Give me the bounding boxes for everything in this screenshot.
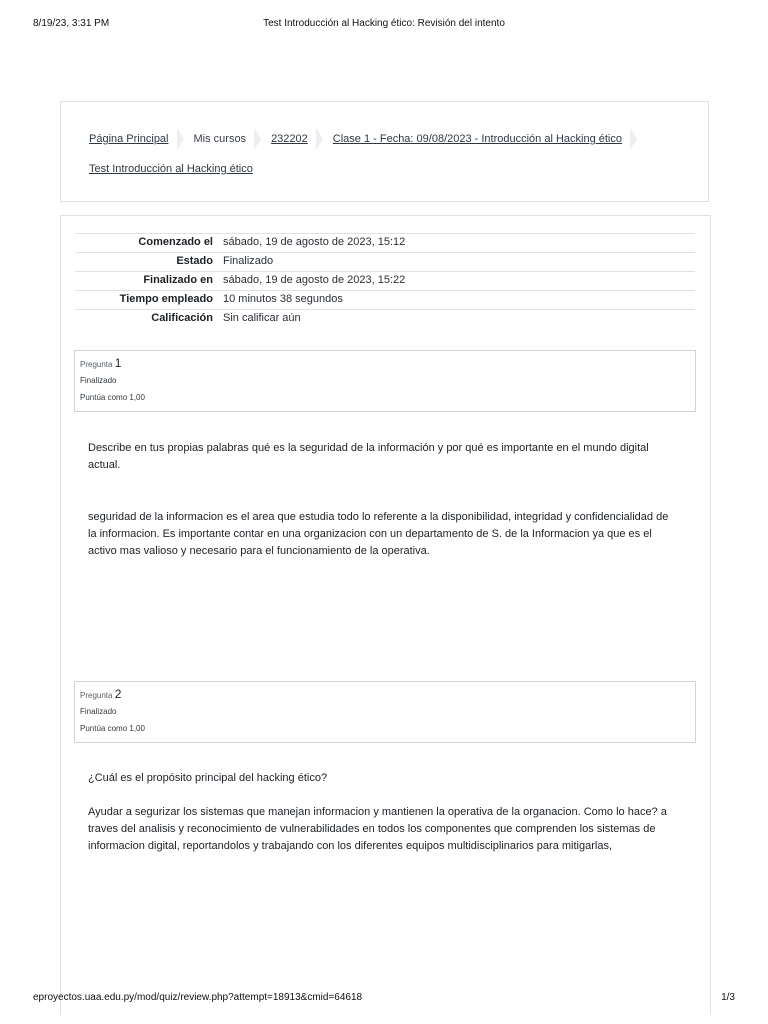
question-number [80, 687, 690, 701]
question-prompt: Describe en tus propias palabras qué es la seguridad de la información y por qué es importante en el mundo digital actual. [88, 442, 649, 471]
navigation-card [60, 101, 709, 202]
summary-value: sábado, 19 de agosto de 2023, 15:22 [223, 274, 406, 286]
summary-value: sábado, 19 de agosto de 2023, 15:12 [223, 236, 406, 248]
breadcrumb-section-link[interactable]: Clase 1 - Fecha: 09/08/2023 - Introducción al Hacking ético [332, 133, 622, 145]
summary-label: Comenzado el [138, 236, 213, 248]
summary-label: Finalizado en [143, 274, 213, 286]
chevron-right-icon [254, 128, 261, 150]
breadcrumb-home-link[interactable]: Página Principal [89, 133, 169, 145]
question-prompt: ¿Cuál es el propósito principal del hacking ético? [88, 772, 328, 784]
chevron-right-icon [177, 128, 184, 150]
summary-label: Tiempo empleado [119, 293, 213, 305]
breadcrumb-my-courses: Mis cursos [193, 133, 247, 145]
breadcrumb [89, 128, 689, 180]
print-footer [33, 992, 735, 1006]
summary-row [75, 310, 695, 329]
chevron-right-icon [630, 128, 637, 150]
summary-label: Calificación [151, 312, 213, 324]
summary-value: Finalizado [223, 255, 274, 267]
attempt-summary-table [75, 233, 695, 328]
question-number-value: 1 [114, 356, 122, 370]
question-prefix: Pregunta [80, 360, 113, 369]
summary-label: Estado [176, 255, 213, 267]
question-grade: Puntúa como 1,00 [80, 393, 145, 402]
question-answer: seguridad de la informacion es el area que estudia todo lo referente a la disponibilidad, integridad y confidencialidad de la informacion. Es importante contar en una organizacion con un departamento de S. de la Informacion ya que es el activo mas valioso y necesario para el funcionamiento de la operativa. [88, 511, 669, 557]
question-state: Finalizado [80, 707, 117, 716]
summary-row [75, 253, 695, 272]
question-info-box [74, 681, 696, 743]
question-state: Finalizado [80, 376, 117, 385]
quiz-review-card [60, 215, 711, 1015]
print-header [33, 18, 735, 32]
summary-row [75, 272, 695, 291]
print-title: Test Introducción al Hacking ético: Revisión del intento [263, 18, 505, 29]
print-url: eproyectos.uaa.edu.py/mod/quiz/review.php?attempt=18913&cmid=64618 [33, 992, 363, 1003]
question-number-value: 2 [114, 687, 122, 701]
chevron-right-icon [316, 128, 323, 150]
print-date: 8/19/23, 3:31 PM [33, 18, 110, 29]
breadcrumb-course-link[interactable]: 232202 [271, 133, 308, 145]
question-grade: Puntúa como 1,00 [80, 724, 145, 733]
summary-value: Sin calificar aún [223, 312, 301, 324]
question-info-box [74, 350, 696, 412]
summary-row [75, 234, 695, 253]
page-counter: 1/3 [721, 992, 735, 1003]
summary-value: 10 minutos 38 segundos [223, 293, 343, 305]
question-answer: Ayudar a segurizar los sistemas que manejan informacion y mantienen la operativa de la organacion. Como lo hace? a traves del analisis y reconocimiento de vulnerabilidades en todos los componentes que comprenden los sistemas de informacion digital, reportandolos y trabajando con los diferentes equipos multidisciplinarios para mitigarlas, [88, 806, 667, 852]
summary-row [75, 291, 695, 310]
breadcrumb-quiz-link[interactable]: Test Introducción al Hacking ético [89, 163, 253, 175]
question-number [80, 356, 690, 370]
question-prefix: Pregunta [80, 691, 113, 700]
